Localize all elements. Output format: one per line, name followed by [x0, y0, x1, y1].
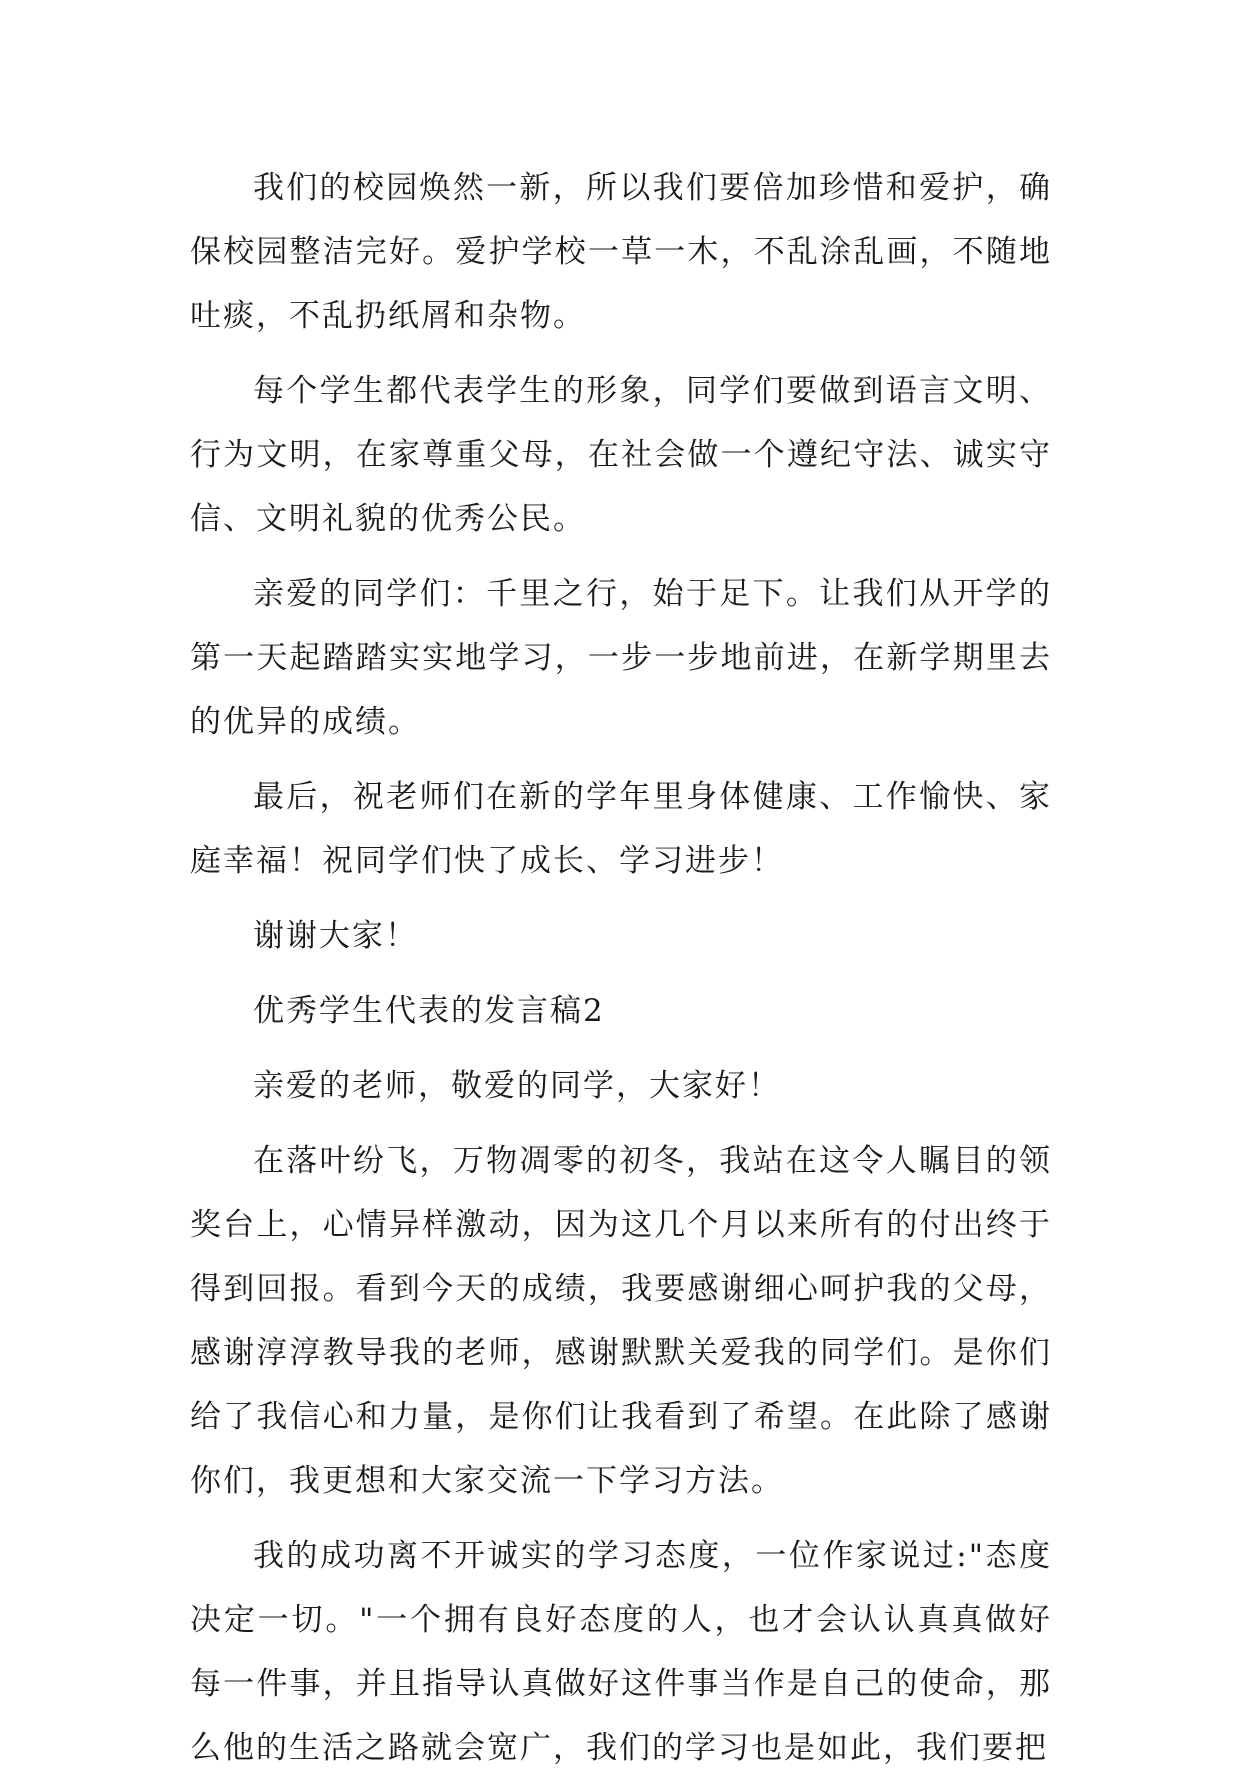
paragraph-final-wishes: 最后，祝老师们在新的学年里身体健康、工作愉快、家庭幸福！祝同学们快了成长、学习进步！ [190, 779, 1052, 879]
paragraph-learning-attitude: 我的成功离不开诚实的学习态度，一位作家说过:"态度决定一切。"一个拥有良好态度的人，也才会认认真真做好每一件事，并且指导认真做好这件事当作是自己的使命，那么他的生活之路就会宽广，我们的学习也是如此，我们要把 [190, 1538, 1052, 1766]
paragraph-award-speech: 在落叶纷飞，万物凋零的初冬，我站在这令人瞩目的领奖台上，心情异样激动，因为这几个月以来所有的付出终于得到回报。看到今天的成绩，我要感谢细心呵护我的父母，感谢淳淳教导我的老师，感谢默默关爱我的同学们。是你们给了我信心和力量，是你们让我看到了希望。在此除了感谢你们，我更想和大家交流一下学习方法。 [190, 1143, 1052, 1499]
document-body [190, 156, 1052, 1780]
paragraph-greeting: 亲爱的老师，敬爱的同学，大家好！ [253, 1068, 781, 1104]
paragraph-campus-care: 我们的校园焕然一新，所以我们要倍加珍惜和爱护，确保校园整洁完好。爱护学校一草一木，不乱涂乱画，不随地吐痰，不乱扔纸屑和杂物。 [190, 170, 1052, 334]
section-title: 优秀学生代表的发言稿2 [253, 993, 605, 1029]
paragraph-thanks: 谢谢大家！ [253, 918, 418, 954]
paragraph-student-image: 每个学生都代表学生的形象，同学们要做到语言文明、行为文明，在家尊重父母，在社会做一个遵纪守法、诚实守信、文明礼貌的优秀公民。 [190, 373, 1052, 537]
paragraph-dear-classmates: 亲爱的同学们：千里之行，始于足下。让我们从开学的第一天起踏踏实实地学习，一步一步地前进，在新学期里去的优异的成绩。 [190, 576, 1052, 740]
